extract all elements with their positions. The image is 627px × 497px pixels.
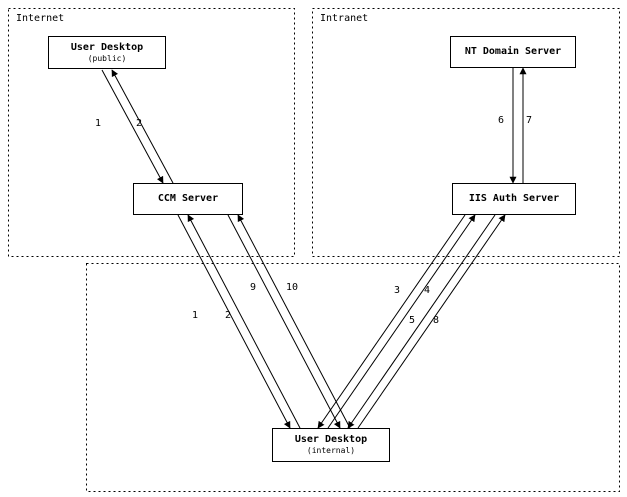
edge-label-1-internal: 1 (192, 310, 199, 321)
edge-label-10: 10 (286, 282, 299, 293)
internet-zone-label: Internet (16, 13, 65, 24)
user-desktop-internal[interactable] (272, 428, 390, 462)
connector-internal-to-ccm-2 (238, 215, 350, 428)
connector-ccm-to-public-desktop (112, 70, 173, 183)
connector-internal-to-iis (328, 215, 475, 428)
user-desktop-public-subtitle: (public) (87, 53, 127, 63)
connector-internal-to-ccm (188, 215, 300, 428)
edge-label-3: 3 (394, 285, 401, 296)
connector-internal-to-iis-2 (358, 215, 505, 428)
nt-domain-server-title: NT Domain Server (464, 46, 562, 57)
connector-ccm-to-internal-2 (228, 215, 340, 428)
intranet-zone-label: Intranet (320, 13, 369, 24)
iis-auth-server[interactable] (452, 183, 576, 215)
ccm-server-title: CCM Server (157, 193, 219, 204)
ccm-server[interactable] (133, 183, 243, 215)
connector-iis-to-internal-2 (348, 215, 495, 428)
edge-label-4: 4 (424, 285, 431, 296)
user-desktop-internal-title: User Desktop (294, 434, 368, 445)
edge-label-7: 7 (526, 115, 533, 126)
edge-label-2-internal: 2 (225, 310, 232, 321)
user-desktop-public-title: User Desktop (70, 41, 144, 53)
nt-domain-server[interactable] (450, 36, 576, 68)
connector-ccm-to-internal (178, 215, 290, 428)
edge-label-2-public: 2 (136, 118, 143, 129)
user-desktop-public[interactable] (48, 36, 166, 69)
edge-label-8: 8 (433, 315, 440, 326)
edge-label-1-public: 1 (95, 118, 102, 129)
iis-auth-server-title: IIS Auth Server (468, 193, 560, 204)
edge-label-9: 9 (250, 282, 257, 293)
connector-public-desktop-to-ccm (102, 70, 163, 183)
zone-boxes (9, 9, 620, 492)
edge-label-6: 6 (498, 115, 505, 126)
edge-label-5: 5 (409, 315, 416, 326)
connector-iis-to-internal (318, 215, 465, 428)
user-desktop-internal-subtitle: (internal) (306, 446, 356, 455)
